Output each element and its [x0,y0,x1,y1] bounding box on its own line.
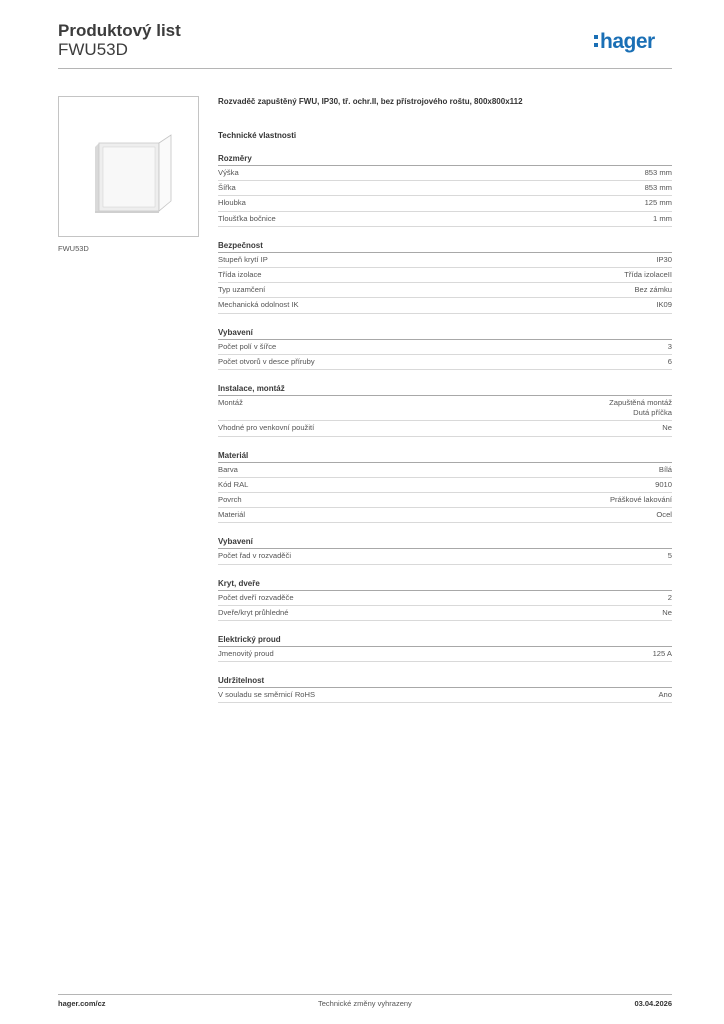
spec-label: Počet řad v rozvaděči [218,551,292,561]
footer-disclaimer: Technické změny vyhrazeny [318,999,412,1008]
spec-label: Montáž [218,398,243,408]
spec-section [218,239,672,314]
spec-row [218,647,672,662]
hager-logo [592,27,676,55]
section-title: Bezpečnost [218,239,672,253]
spec-row [218,478,672,493]
header-divider [58,68,672,69]
spec-label: Barva [218,464,238,474]
spec-value: 1 mm [653,213,672,223]
spec-value: 6 [667,356,672,366]
spec-row [218,340,672,355]
spec-row [218,591,672,606]
spec-label: Stupeň krytí IP [218,254,268,264]
footer-divider [58,994,672,995]
spec-value: 2 [667,592,672,602]
spec-row [218,606,672,621]
spec-value: IP30 [656,254,672,264]
spec-value: 125 A [652,649,672,659]
spec-value: Práškové lakování [609,495,672,505]
section-title: Materiál [218,449,672,463]
spec-section [218,152,672,227]
spec-value: Ne [662,607,672,617]
spec-label: Počet polí v šířce [218,341,277,351]
spec-section [218,449,672,524]
spec-section [218,674,672,703]
spec-row [218,463,672,478]
spec-row [218,268,672,283]
spec-row [218,196,672,211]
spec-label: Kód RAL [218,479,249,489]
spec-table [218,152,672,715]
product-image [59,97,198,236]
spec-row [218,212,672,227]
spec-value: Bez zámku [634,285,672,295]
section-title: Elektrický proud [218,633,672,647]
spec-value: Ano [658,690,672,700]
svg-text:hager: hager [600,30,655,53]
spec-label: Počet otvorů v desce příruby [218,356,315,366]
spec-value: 5 [667,551,672,561]
spec-value: 9010 [655,479,672,489]
spec-section [218,535,672,564]
spec-label: Počet dveří rozvaděče [218,592,294,602]
footer-date: 03.04.2026 [634,999,672,1008]
product-description: Rozvaděč zapuštěný FWU, IP30, tř. ochr.II, bez přístrojového roštu, 800x800x112 [218,97,523,106]
spec-row [218,298,672,313]
spec-row [218,166,672,181]
spec-label: Materiál [218,510,246,520]
spec-label: Typ uzamčení [218,285,266,295]
product-code: FWU53D [58,40,128,59]
spec-label: Jmenovitý proud [218,649,274,659]
spec-label: Vhodné pro venkovní použití [218,423,315,433]
spec-label: V souladu se směrnicí RoHS [218,690,316,700]
spec-row [218,355,672,370]
spec-section [218,577,672,621]
spec-section [218,633,672,662]
spec-row [218,253,672,268]
section-title: Udržitelnost [218,674,672,688]
section-title: Rozměry [218,152,672,166]
footer-website[interactable]: hager.com/cz [58,999,106,1008]
spec-label: Dveře/kryt průhledné [218,607,289,617]
spec-value: Ne [662,423,672,433]
spec-row [218,549,672,564]
spec-section [218,382,672,437]
spec-value: 853 mm [644,183,672,193]
image-caption: FWU53D [58,244,89,253]
spec-value: Bílá [658,464,672,474]
spec-row [218,508,672,523]
spec-label: Tloušťka bočnice [218,213,276,223]
spec-row [218,396,672,421]
page-title: Produktový list [58,21,181,40]
spec-value: IK09 [656,300,672,310]
section-title: Vybavení [218,535,672,549]
section-title: Kryt, dveře [218,577,672,591]
spec-label: Šířka [218,183,236,193]
spec-value: 853 mm [644,168,672,177]
product-image-frame [58,96,199,237]
spec-label: Povrch [218,495,242,505]
spec-label: Výška [218,168,239,177]
spec-value: Zapuštěná montáž Dutá příčka [609,398,672,418]
spec-value: Třída izolaceII [624,270,672,280]
spec-row [218,283,672,298]
spec-row [218,493,672,508]
logo-dot-top [594,35,598,39]
spec-section [218,326,672,370]
spec-row [218,688,672,703]
spec-row [218,421,672,436]
spec-value: Ocel [656,510,672,520]
spec-value: 3 [667,341,672,351]
section-title: Vybavení [218,326,672,340]
tech-properties-title: Technické vlastnosti [218,131,297,140]
logo-dot-bottom [594,43,598,47]
spec-label: Mechanická odolnost IK [218,300,299,310]
spec-row [218,181,672,196]
spec-value: 125 mm [644,198,672,208]
spec-label: Třída izolace [218,270,262,280]
section-title: Instalace, montáž [218,382,672,396]
spec-label: Hloubka [218,198,246,208]
